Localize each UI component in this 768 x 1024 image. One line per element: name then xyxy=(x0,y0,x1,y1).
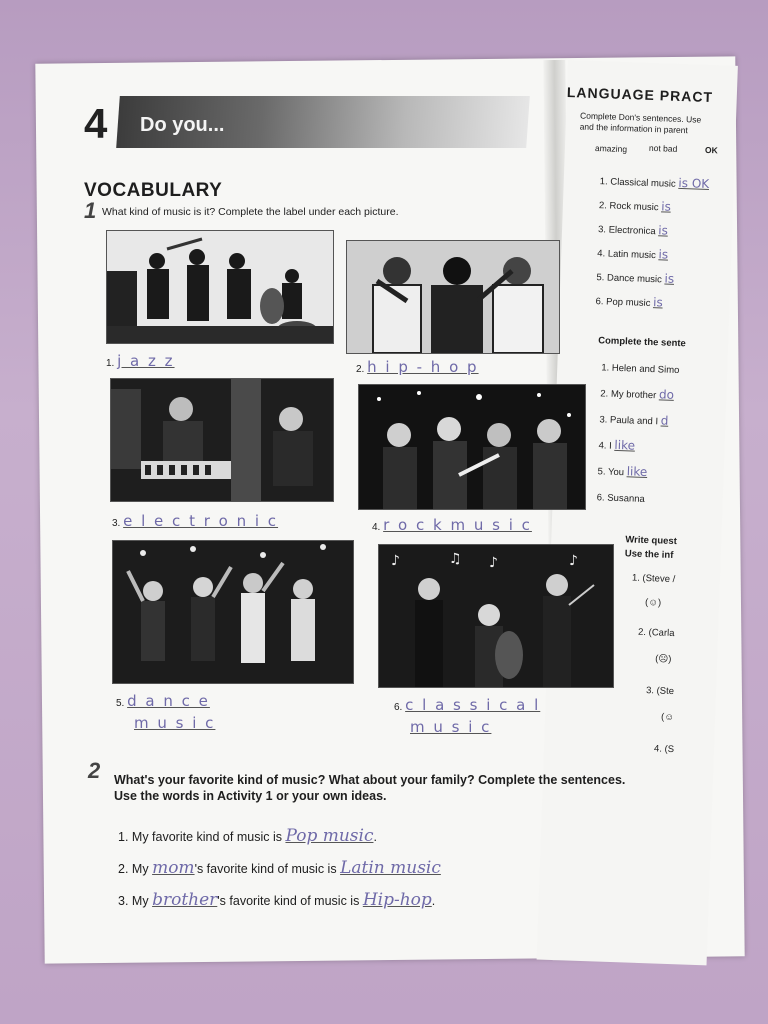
word-bank-item: amazing xyxy=(594,142,628,155)
svg-text:♫: ♫ xyxy=(449,551,462,567)
jazz-band-picture xyxy=(106,230,334,344)
workbook-right-page xyxy=(537,60,738,965)
electronic-music-picture xyxy=(110,378,334,502)
lp-item-1: 1. Classical music is OK xyxy=(599,175,710,191)
activity-2-number: 2 xyxy=(88,758,101,783)
lp-s3-sub-3: (☺ xyxy=(660,711,675,724)
unit-title: Do you... xyxy=(140,114,225,136)
answer-2[interactable]: h i p - h o p xyxy=(367,358,479,376)
label-3: 3. e l e c t r o n i c xyxy=(112,512,279,530)
lp-item-4: 4. Latin music is xyxy=(597,247,669,262)
lp-s2-item-5: 5. You like xyxy=(597,464,648,480)
answer-3[interactable]: e l e c t r o n i c xyxy=(123,512,279,530)
unit-number: 4 xyxy=(84,100,108,147)
lp-s2-item-6: 6. Susanna xyxy=(596,492,645,505)
lp-s3-item-4: 4. (S xyxy=(653,743,675,756)
lp-s3-item-3: 3. (Ste xyxy=(645,685,675,698)
sentence-2: 2. My mom's favorite kind of music is Latin music xyxy=(118,858,441,878)
svg-text:♪: ♪ xyxy=(569,553,578,569)
answer-6a[interactable]: c l a s s i c a l xyxy=(405,696,541,714)
label-5: 5. d a n c e xyxy=(116,692,210,710)
lp-s3-item-1: 1. (Steve / xyxy=(631,572,676,586)
lp-section3-heading-1: Write quest xyxy=(625,534,678,548)
word-bank-item: OK xyxy=(704,144,718,156)
lp-s2-item-3: 3. Paula and I d xyxy=(599,413,669,428)
lp-item-6: 6. Pop music is xyxy=(595,295,663,310)
label-6: 6. c l a s s i c a l xyxy=(394,696,541,714)
lp-item-5: 5. Dance music is xyxy=(596,271,675,286)
lp-s3-sub-1: (☺) xyxy=(644,597,662,609)
answer-5a[interactable]: d a n c e xyxy=(127,692,210,710)
answer-1[interactable]: j a z z xyxy=(117,352,175,370)
sentence-2-person[interactable]: mom xyxy=(152,858,195,878)
sentence-1-answer[interactable]: Pop music xyxy=(285,826,374,846)
svg-text:♪: ♪ xyxy=(489,555,498,571)
lp-s3-item-2: 2. (Carla xyxy=(637,626,675,640)
vocabulary-heading: VOCABULARY xyxy=(84,180,223,201)
sentence-3: 3. My brother's favorite kind of music is Hip-hop. xyxy=(118,890,436,910)
activity-2-instruction-2: Use the words in Activity 1 or your own ideas. xyxy=(114,789,387,803)
label-2: 2. h i p - h o p xyxy=(356,358,479,376)
activity-2-instruction-1: What's your favorite kind of music? What about your family? Complete the sentences. xyxy=(114,773,626,787)
sentence-1: 1. My favorite kind of music is Pop music. xyxy=(118,826,377,846)
lp-s2-item-2: 2. My brother do xyxy=(600,387,675,402)
lp-instruction-1: Complete Don's sentences. Use xyxy=(579,110,702,125)
lp-section2-heading: Complete the sente xyxy=(598,335,687,350)
lp-section3-heading-2: Use the inf xyxy=(624,548,674,561)
word-bank-item: not bad xyxy=(648,142,678,154)
sentence-2-answer[interactable]: Latin music xyxy=(340,858,441,878)
language-practice-heading: LANGUAGE PRACT xyxy=(566,83,714,106)
label-5-line2 xyxy=(134,714,215,732)
lp-s3-sub-2: (☹) xyxy=(654,653,672,665)
lp-instruction-2: and the information in parent xyxy=(579,121,689,136)
lp-item-3: 3. Electronica is xyxy=(597,223,669,238)
answer-4[interactable]: r o c k m u s i c xyxy=(383,516,532,534)
hip-hop-picture xyxy=(346,240,560,354)
sentence-3-person[interactable]: brother xyxy=(152,890,218,910)
activity-1-instruction: What kind of music is it? Complete the label under each picture. xyxy=(102,206,399,218)
answer-6b[interactable]: m u s i c xyxy=(410,718,492,736)
lp-item-2: 2. Rock music is xyxy=(598,199,672,214)
rock-music-picture xyxy=(358,384,586,510)
sentence-3-answer[interactable]: Hip-hop xyxy=(362,890,432,910)
svg-text:♪: ♪ xyxy=(391,553,400,569)
answer-5b[interactable]: m u s i c xyxy=(134,714,216,732)
label-1: 1. j a z z xyxy=(106,352,175,370)
label-6-line2 xyxy=(410,718,491,736)
lp-s2-item-4: 4. I like xyxy=(598,437,636,453)
classical-music-picture xyxy=(378,544,614,688)
lp-s2-item-1: 1. Helen and Simo xyxy=(601,362,680,377)
label-4: 4. r o c k m u s i c xyxy=(372,516,532,534)
dance-music-picture xyxy=(112,540,354,684)
activity-1-number: 1 xyxy=(84,198,97,223)
